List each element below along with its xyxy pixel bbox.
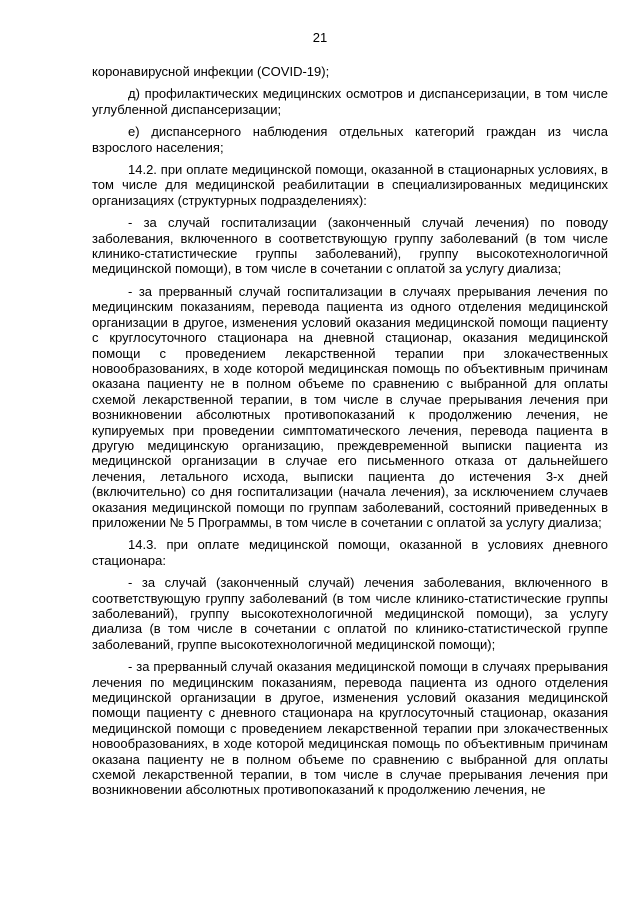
- paragraph-item-d: д) профилактических медицинских осмотров и диспансеризации, в том числе углубленной диспансеризации;: [92, 86, 608, 117]
- paragraph-14-3-treatment-case: - за случай (законченный случай) лечения заболевания, включенного в соответствующую группу заболеваний (в том числе клинико-статистические группы заболеваний), группу высокотехнологичной медицинской помощи), за услугу диализа (в том числе в сочетании с оплатой по клинико-статистической группе заболеваний, группе высокотехнологичной медицинской помощи);: [92, 575, 608, 652]
- paragraph-14-3-interrupted-case: - за прерванный случай оказания медицинской помощи в случаях прерывания лечения по медицинским показаниям, перевода пациента из одного отделения медицинской организации в другое, изменения условий оказания медицинской помощи пациенту с дневного стационара на круглосуточный стационар, оказания медицинской помощи с проведением лекарственной терапии при злокачественных новообразованиях, в ходе которой медицинская помощь по объективным причинам оказана пациенту не в полном объеме по сравнению с выбранной для оплаты схемой лекарственной терапии, в том числе в случае прерывания лечения при возникновении абсолютных противопоказаний к продолжению лечения, не: [92, 659, 608, 798]
- paragraph-14-2-interrupted-case: - за прерванный случай госпитализации в случаях прерывания лечения по медицинским показаниям, перевода пациента из одного отделения медицинской организации в другое, изменения условий оказания медицинской помощи пациенту с круглосуточного стационара на дневной стационар, оказания медицинской помощи с проведением лекарственной терапии при злокачественных новообразованиях, в ходе которой медицинская помощь по объективным причинам оказана пациенту не в полном объеме по сравнению с выбранной для оплаты схемой лекарственной терапии, в том числе в случае прерывания лечения при возникновении абсолютных противопоказаний к продолжению лечения, не купируемых при проведении симптоматического лечения, перевода пациента в другую медицинскую организацию, преждевременной выписки пациента из медицинской организации в случае его письменного отказа от дальнейшего лечения, летального исхода, выписки пациента до истечения 3-х дней (включительно) со дня госпитализации (начала лечения), за исключением случаев оказания медицинской помощи по группам заболеваний, состояний приведенных в приложении № 5 Программы, в том числе в сочетании с оплатой за услугу диализа;: [92, 283, 608, 530]
- document-body: [92, 64, 608, 798]
- paragraph-14-3: 14.3. при оплате медицинской помощи, оказанной в условиях дневного стационара:: [92, 537, 608, 568]
- paragraph-item-e: е) диспансерного наблюдения отдельных категорий граждан из числа взрослого населения;: [92, 124, 608, 155]
- paragraph-14-2: 14.2. при оплате медицинской помощи, оказанной в стационарных условиях, в том числе для медицинской реабилитации в специализированных медицинских организациях (структурных подразделениях):: [92, 162, 608, 208]
- paragraph-14-2-hospitalization-case: - за случай госпитализации (законченный случай лечения) по поводу заболевания, включенного в соответствующую группу заболеваний (в том числе клинико-статистические группы заболеваний), группу высокотехнологичной медицинской помощи), в том числе в сочетании с оплатой за услугу диализа;: [92, 215, 608, 277]
- paragraph-continuation: коронавирусной инфекции (COVID-19);: [92, 64, 330, 79]
- page-number: 21: [312, 30, 328, 45]
